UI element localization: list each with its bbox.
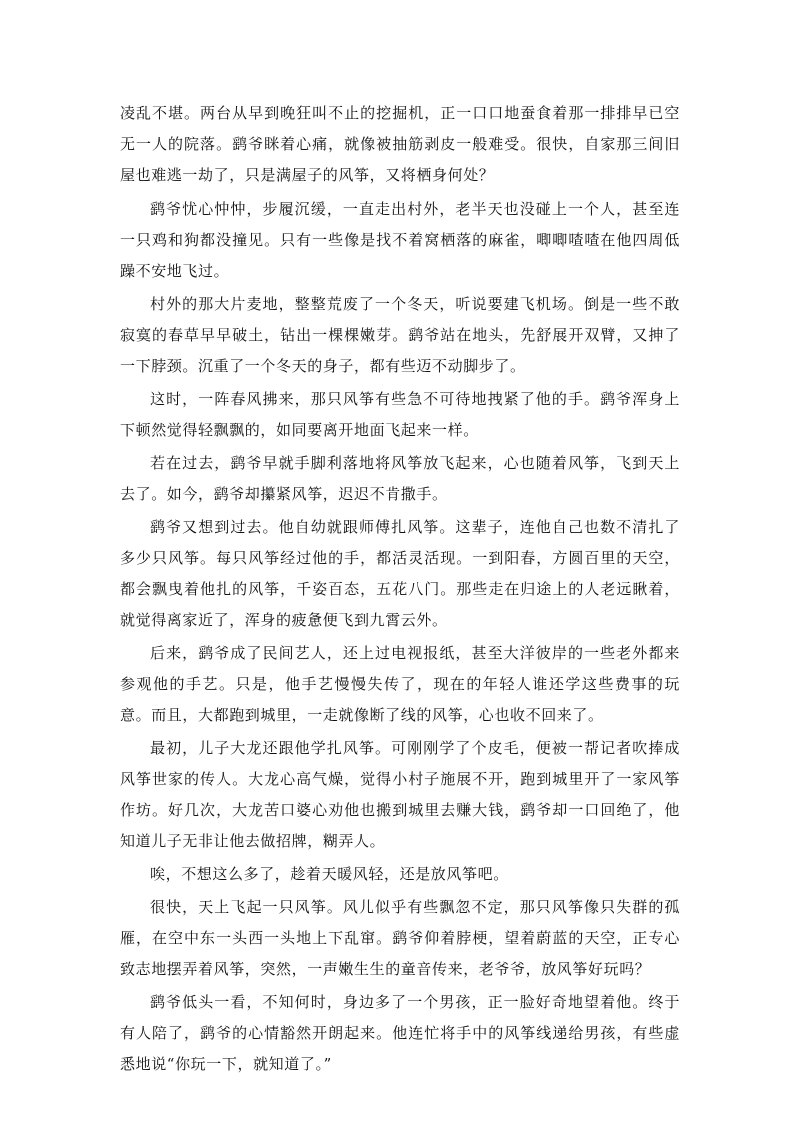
paragraph-11: 鹞爷低头一看，不知何时，身边多了一个男孩，正一脸好奇地望着他。终于有人陪了，鹞爷的心情豁然开朗起来。他连忙将手中的风筝线递给男孩，有些虚悉地说“你玩一下，就知道了。” (120, 993, 680, 1073)
paragraph-1: 凌乱不堪。两台从早到晚狂叫不止的挖掘机，正一口口地蚕食着那一排排早已空无一人的院落。鹞爷眯着心痛，就像被抽筋剥皮一般难受。很快，自家那三间旧屋也难逃一劫了，只是满屋子的风筝，又将栖身何处？ (120, 104, 680, 184)
document-body (120, 98, 680, 1082)
paragraph-2: 鹞爷忧心忡忡，步履沉缓，一直走出村外，老半天也没碰上一个人，甚至连一只鸡和狗都没撞见。只有一些像是找不着窝栖落的麻雀，唧唧喳喳在他四周低躁不安地飞过。 (120, 200, 680, 280)
paragraph-5: 若在过去，鹞爷早就手脚利落地将风筝放飞起来，心也随着风筝，飞到天上去了。如今，鹞爷却攥紧风筝，迟迟不肯撒手。 (120, 454, 680, 503)
paragraph-7: 后来，鹞爷成了民间艺人，还上过电视报纸，甚至大洋彼岸的一些老外都来参观他的手艺。只是，他手艺慢慢失传了，现在的年轻人谁还学这些费事的玩意。而且，大都跑到城里，一走就像断了线的风筝，心也收不回来了。 (120, 644, 680, 724)
paragraph-3: 村外的那大片麦地，整整荒废了一个冬天，听说要建飞机场。倒是一些不敢寂寞的春草早早破土，钻出一棵棵嫩芽。鹞爷站在地头，先舒展开双臂，又抻了一下脖颈。沉重了一个冬天的身子，都有些迈不动脚步了。 (120, 295, 680, 375)
paragraph-4: 这时，一阵春风拂来，那只风筝有些急不可待地拽紧了他的手。鹞爷浑身上下顿然觉得轻飘飘的，如同要离开地面飞起来一样。 (120, 390, 680, 439)
paragraph-10: 很快，天上飞起一只风筝。风儿似乎有些飘忽不定，那只风筝像只失群的孤雁，在空中东一头西一头地上下乱窜。鹞爷仰着脖梗，望着蔚蓝的天空，正专心致志地摆弄着风筝，突然，一声嫩生生的童音传来，老爷爷，放风筝好玩吗？ (120, 898, 680, 978)
paragraph-6: 鹞爷又想到过去。他自幼就跟师傅扎风筝。这辈子，连他自己也数不清扎了多少只风筝。每只风筝经过他的手，都活灵活现。一到阳春，方圆百里的天空，都会飘曳着他扎的风筝，千姿百态，五花八门。那些走在归途上的人老远瞅着，就觉得离家近了，浑身的疲惫便飞到九霄云外。 (120, 518, 680, 629)
paragraph-9: 唉，不想这么多了，趁着天暖风轻，还是放风筝吧。 (150, 865, 509, 883)
paragraph-8: 最初，儿子大龙还跟他学扎风筝。可刚刚学了个皮毛，便被一帮记者吹捧成风筝世家的传人。大龙心高气燥，觉得小村子施展不开，跑到城里开了一家风筝作坊。好几次，大龙苦口婆心劝他也搬到城里去赚大钱，鹞爷却一口回绝了，他知道儿子无非让他去做招牌，糊弄人。 (120, 739, 680, 850)
